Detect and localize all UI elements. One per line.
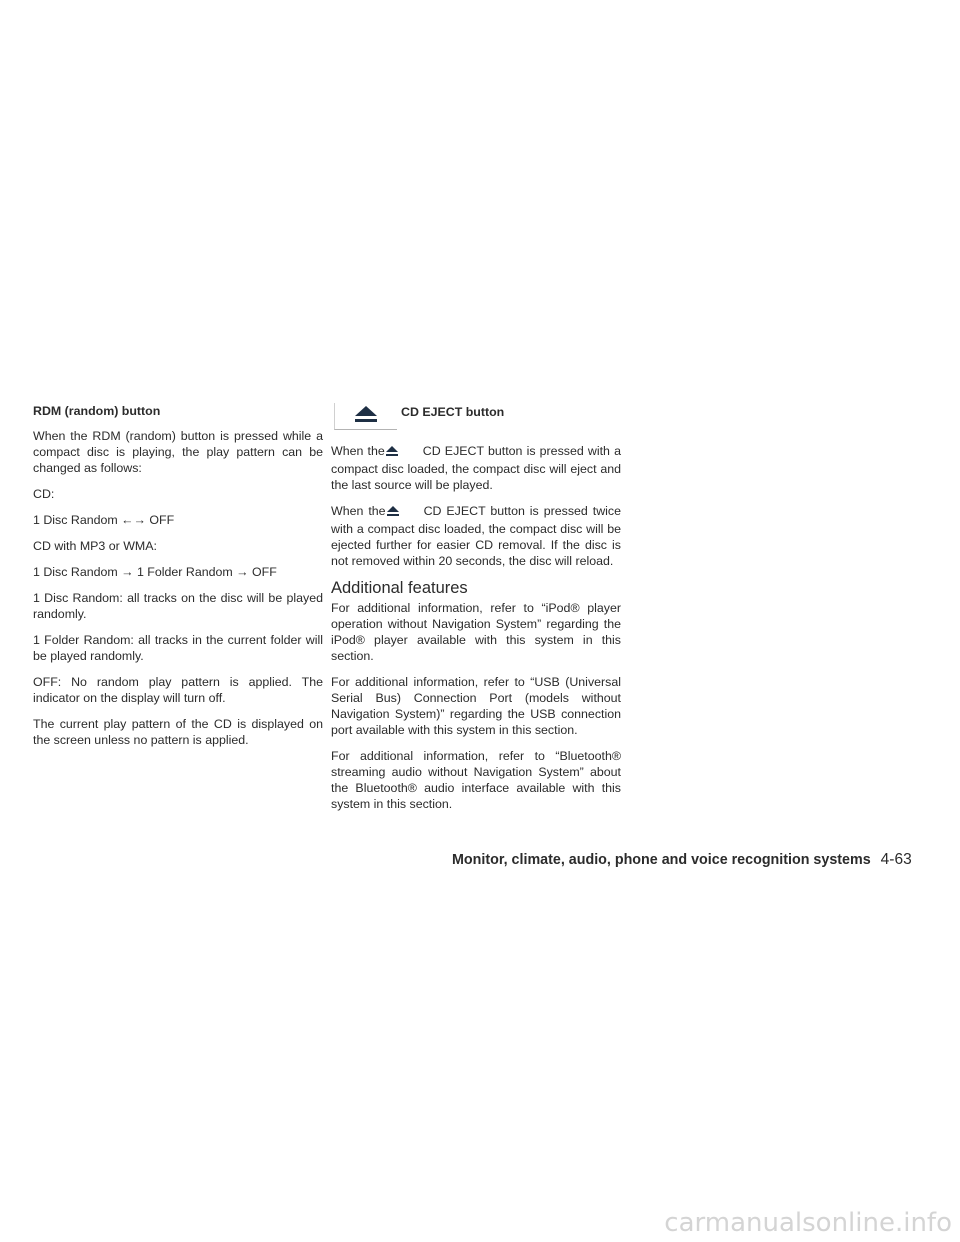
rdm-cd-pattern: 1 Disc Random ←→ OFF bbox=[33, 513, 175, 527]
page-number: 4-63 bbox=[880, 851, 912, 868]
rdm-heading: RDM (random) button bbox=[33, 404, 161, 418]
eject-icon bbox=[385, 445, 423, 461]
additional-ipod: For additional information, refer to “iPod® player operation without Navigation System” regarding the iPod® player available with this system in this section. bbox=[331, 601, 621, 663]
rdm-current-pattern-desc: The current play pattern of the CD is displayed on the screen unless no pattern is applied. bbox=[33, 717, 323, 747]
rdm-intro: When the RDM (random) button is pressed while a compact disc is playing, the play pattern can be changed as follows: bbox=[33, 429, 323, 475]
rdm-mp3-pattern: 1 Disc Random → 1 Folder Random → OFF bbox=[33, 565, 277, 579]
rdm-mp3-label: CD with MP3 or WMA: bbox=[33, 539, 157, 553]
additional-bluetooth: For additional information, refer to “Bluetooth® streaming audio without Navigation System” about the Bluetooth® audio interface available with this system in this section. bbox=[331, 749, 621, 811]
eject-heading: CD EJECT button bbox=[401, 405, 505, 419]
rdm-cd-label: CD: bbox=[33, 487, 55, 501]
eject-paragraph-1: When the CD EJECT button is pressed with a compact disc loaded, the compact disc will eject and the last source will be played. bbox=[331, 444, 621, 492]
page-footer bbox=[452, 851, 932, 869]
chapter-title: Monitor, climate, audio, phone and voice recognition systems bbox=[452, 852, 871, 868]
right-column bbox=[331, 403, 621, 822]
eject-icon bbox=[335, 403, 397, 429]
rdm-off-desc: OFF: No random play pattern is applied. The indicator on the display will turn off. bbox=[33, 675, 323, 705]
eject-paragraph-2: When the CD EJECT button is pressed twice with a compact disc loaded, the compact disc will be ejected further for easier CD removal. If the disc is not removed within 20 seconds, the disc will reload. bbox=[331, 504, 621, 568]
eject-button-illustration bbox=[334, 403, 397, 430]
eject-heading-row bbox=[331, 403, 621, 433]
eject-icon bbox=[386, 505, 424, 521]
left-column bbox=[33, 403, 323, 758]
rdm-disc-random-desc: 1 Disc Random: all tracks on the disc will be played randomly. bbox=[33, 591, 323, 621]
additional-usb: For additional information, refer to “USB (Universal Serial Bus) Connection Port (models without Navigation System)” regarding the USB connection port available with this system in this section. bbox=[331, 675, 621, 737]
rdm-folder-random-desc: 1 Folder Random: all tracks in the current folder will be played randomly. bbox=[33, 633, 323, 663]
additional-features-title: Additional features bbox=[331, 579, 468, 597]
watermark: carmanualsonline.info bbox=[664, 1208, 952, 1238]
